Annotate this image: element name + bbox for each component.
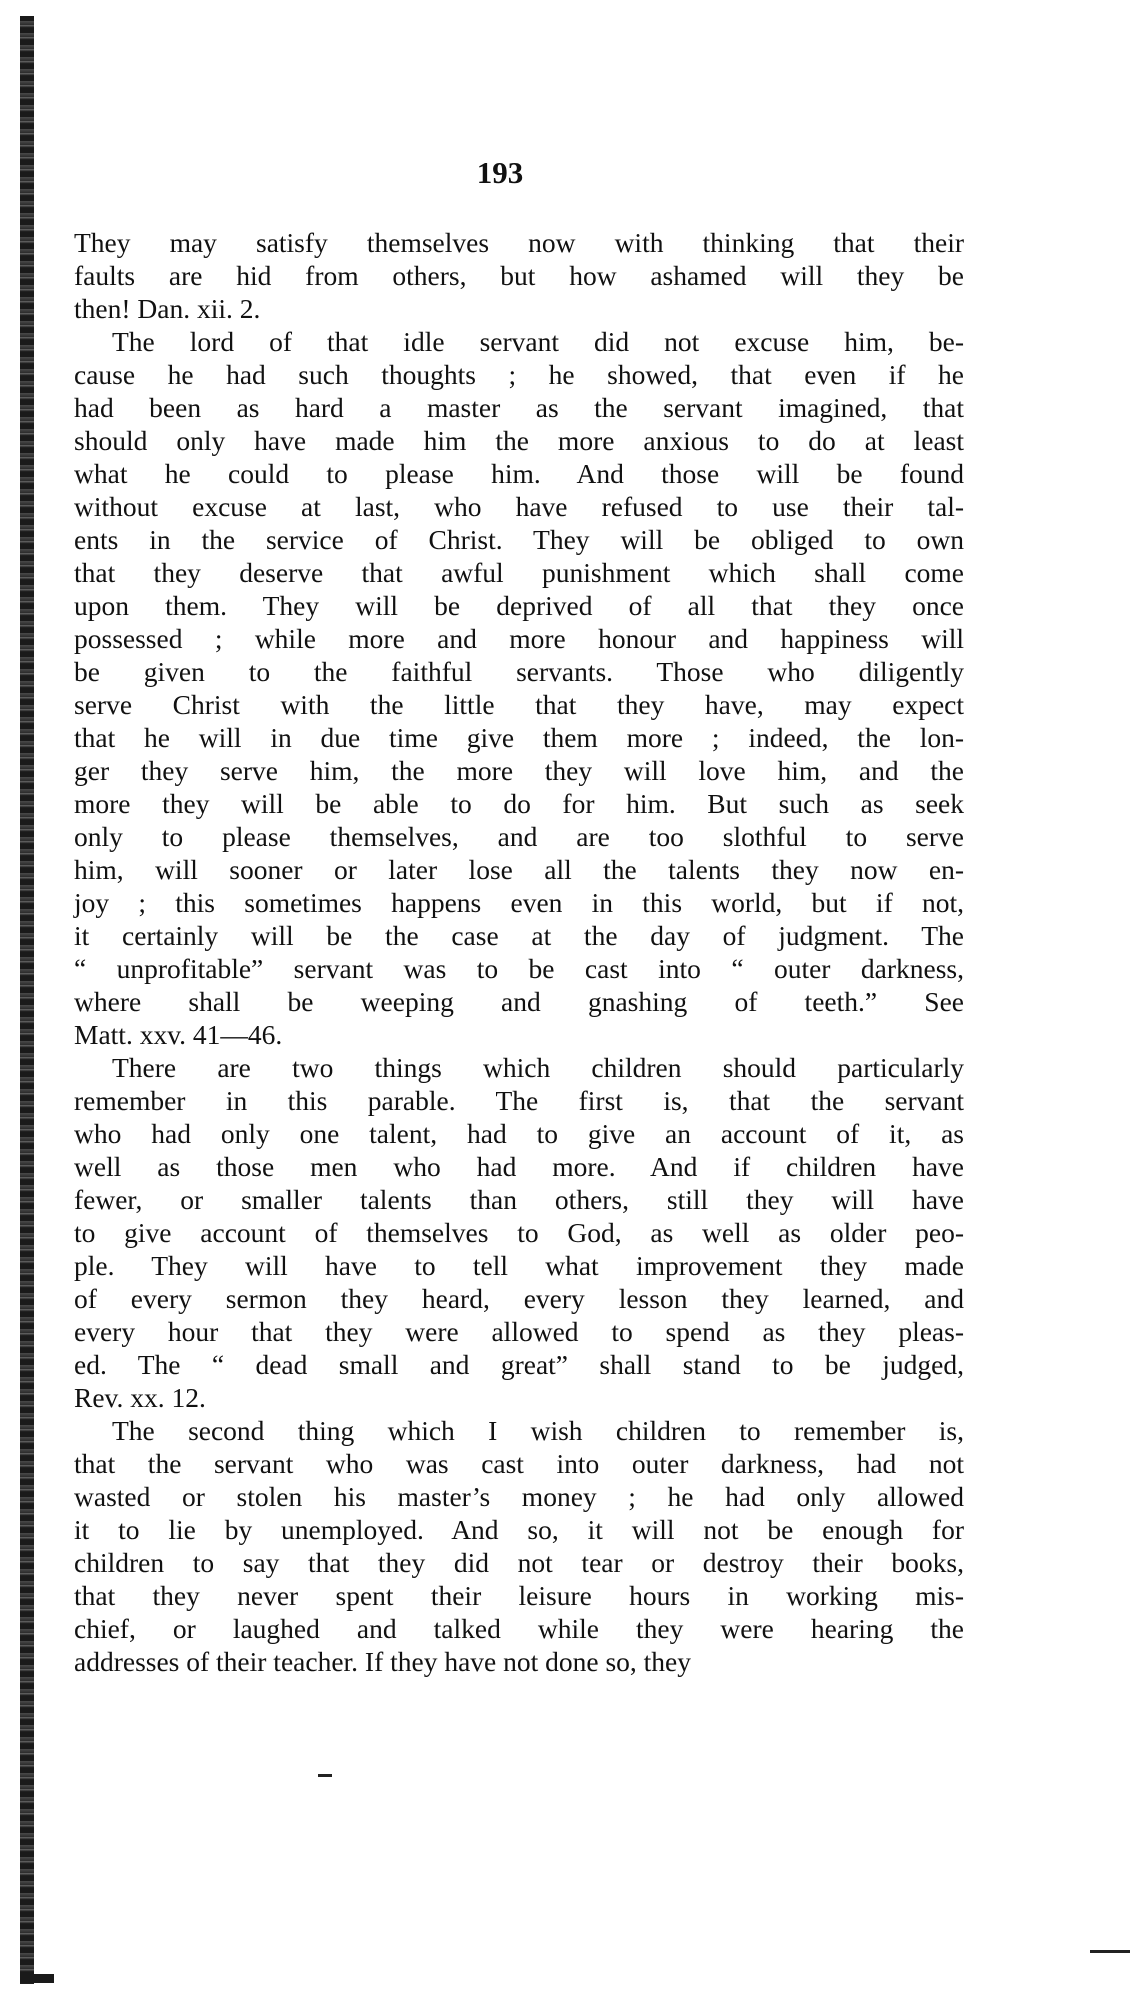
text-line: The second thing which I wish children to remember is, xyxy=(112,1415,964,1446)
text-line: where shall be weeping and gnashing of teeth.” See xyxy=(74,986,964,1017)
text-line: chief, or laughed and talked while they were hearing the xyxy=(74,1613,964,1644)
text-line: ger they serve him, the more they will love him, and the xyxy=(74,755,964,786)
text-line: ents in the service of Christ. They will be obliged to own xyxy=(74,524,964,555)
text-line: then! Dan. xii. 2. xyxy=(74,293,261,324)
text-line: well as those men who had more. And if children have xyxy=(74,1151,964,1182)
text-line: of every sermon they heard, every lesson they learned, and xyxy=(74,1283,964,1314)
text-line: be given to the faithful servants. Those who diligently xyxy=(74,656,964,687)
text-line: possessed ; while more and more honour and happiness will xyxy=(74,623,964,654)
paragraph xyxy=(74,1414,964,1678)
text-line: him, will sooner or later lose all the talents they now en- xyxy=(74,854,964,885)
text-line: it certainly will be the case at the day of judgment. The xyxy=(74,920,964,951)
text-line: cause he had such thoughts ; he showed, that even if he xyxy=(74,359,964,390)
text-line: “ unprofitable” servant was to be cast into “ outer darkness, xyxy=(74,953,964,984)
text-line: joy ; this sometimes happens even in this world, but if not, xyxy=(74,887,964,918)
text-line: who had only one talent, had to give an account of it, as xyxy=(74,1118,964,1149)
text-line: to give account of themselves to God, as well as older peo- xyxy=(74,1217,964,1248)
text-line: upon them. They will be deprived of all that they once xyxy=(74,590,964,621)
text-line: that he will in due time give them more ; indeed, the lon- xyxy=(74,722,964,753)
text-line: that the servant who was cast into outer darkness, had not xyxy=(74,1448,964,1479)
corner-mark xyxy=(1090,1950,1130,1953)
text-line: without excuse at last, who have refused to use their tal- xyxy=(74,491,964,522)
text-line: only to please themselves, and are too slothful to serve xyxy=(74,821,964,852)
text-line: that they deserve that awful punishment which shall come xyxy=(74,557,964,588)
paragraph xyxy=(74,1051,964,1414)
text-line: There are two things which children should particularly xyxy=(112,1052,964,1083)
text-line: should only have made him the more anxious to do at least xyxy=(74,425,964,456)
text-line: had been as hard a master as the servant imagined, that xyxy=(74,392,964,423)
text-line: remember in this parable. The first is, that the servant xyxy=(74,1085,964,1116)
text-line: children to say that they did not tear or destroy their books, xyxy=(74,1547,964,1578)
text-line: serve Christ with the little that they have, may expect xyxy=(74,689,964,720)
footer-mark xyxy=(318,1774,332,1777)
text-line: wasted or stolen his master’s money ; he had only allowed xyxy=(74,1481,964,1512)
text-line: it to lie by unemployed. And so, it will not be enough for xyxy=(74,1514,964,1545)
text-line: Rev. xx. 12. xyxy=(74,1382,206,1413)
text-line: addresses of their teacher. If they have not done so, they xyxy=(74,1646,692,1677)
text-line: ed. The “ dead small and great” shall stand to be judged, xyxy=(74,1349,964,1380)
book-binding-foot xyxy=(20,1974,54,1983)
paragraph xyxy=(74,226,964,325)
text-line: fewer, or smaller talents than others, still they will have xyxy=(74,1184,964,1215)
text-line: every hour that they were allowed to spend as they pleas- xyxy=(74,1316,964,1347)
text-line: The lord of that idle servant did not excuse him, be- xyxy=(112,326,964,357)
text-line: Matt. xxv. 41—46. xyxy=(74,1019,283,1050)
text-line: that they never spent their leisure hours in working mis- xyxy=(74,1580,964,1611)
body-text xyxy=(74,226,964,1678)
paragraph xyxy=(74,325,964,1051)
text-line: faults are hid from others, but how ashamed will they be xyxy=(74,260,964,291)
book-binding-edge xyxy=(20,16,34,1984)
text-line: what he could to please him. And those will be found xyxy=(74,458,964,489)
text-line: They may satisfy themselves now with thinking that their xyxy=(74,227,964,258)
text-line: more they will be able to do for him. But such as seek xyxy=(74,788,964,819)
page-number: 193 xyxy=(476,155,524,190)
text-line: ple. They will have to tell what improvement they made xyxy=(74,1250,964,1281)
